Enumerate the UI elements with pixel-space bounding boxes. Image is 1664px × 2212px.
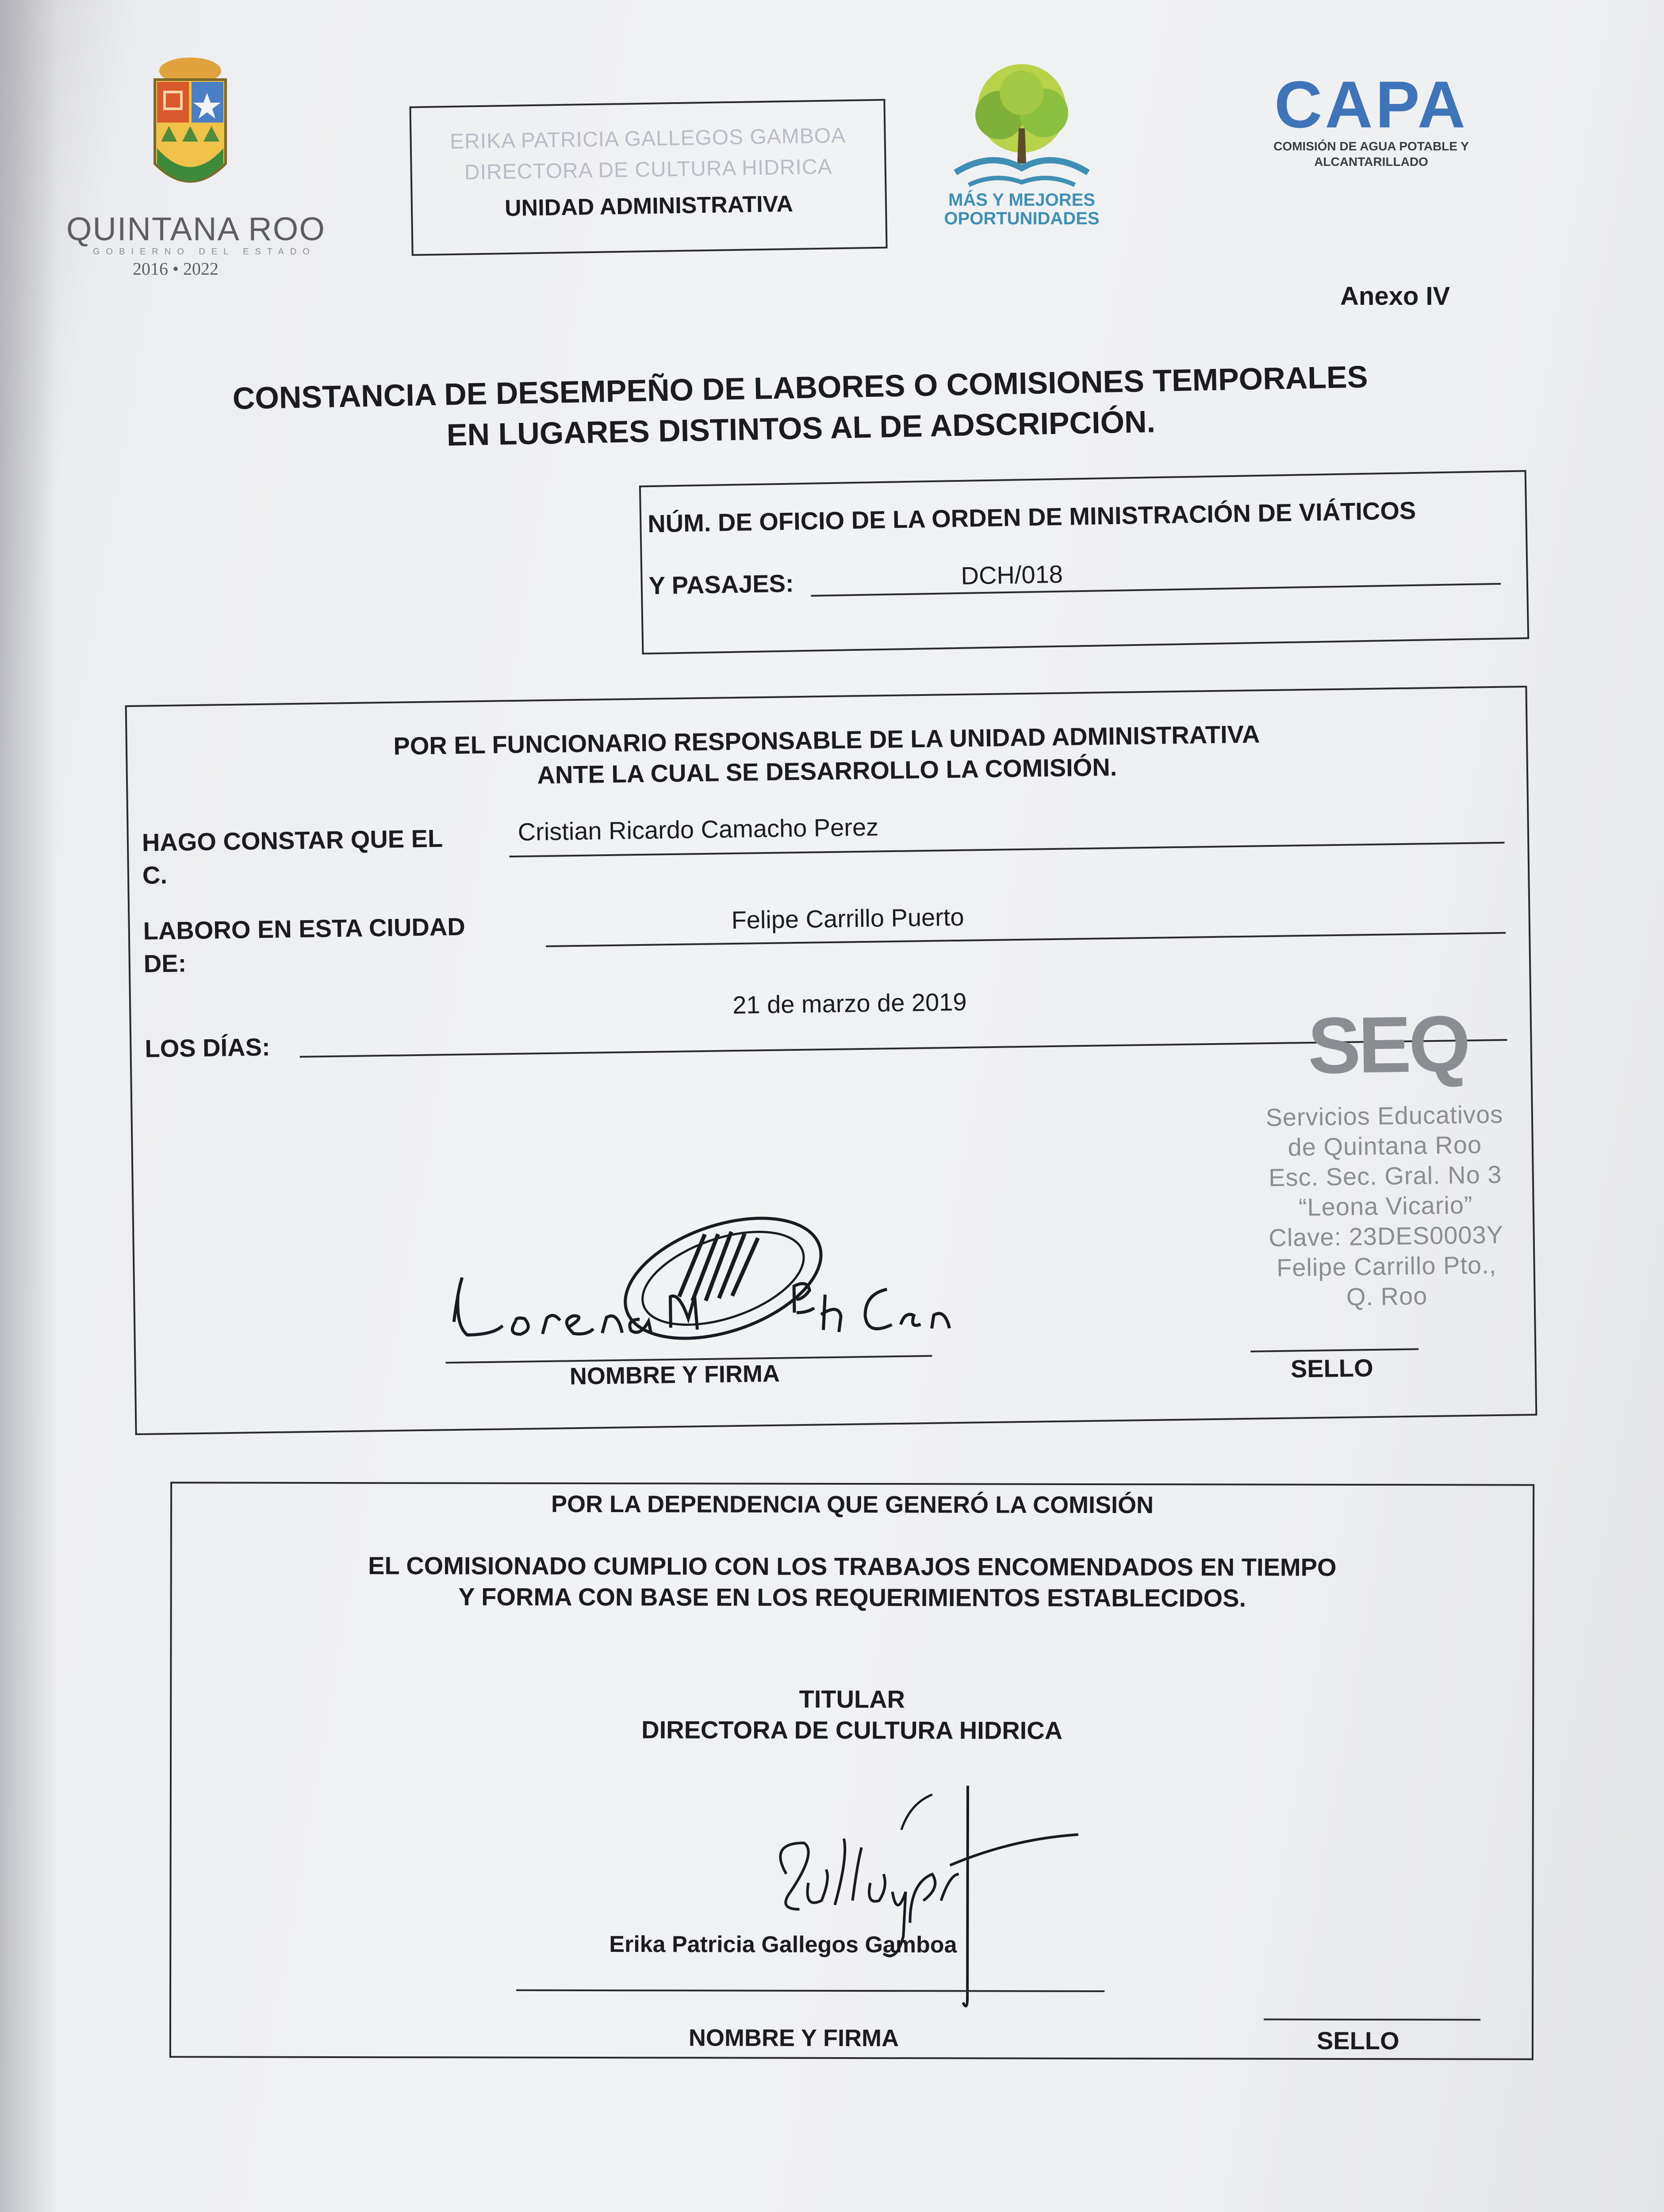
ciudad-label: LABORO EN ESTA CIUDAD DE:: [143, 912, 466, 978]
capa-logo: [1247, 66, 1495, 181]
seq-logo-text: SEQ: [1307, 999, 1469, 1091]
administrative-unit-box: [409, 99, 887, 256]
mas-mejores-line2: OPORTUNIDADES: [944, 209, 1100, 228]
titular-block: [172, 1682, 1532, 1747]
mas-mejores-line1: MÁS Y MEJORES: [948, 190, 1095, 210]
section-dependency: [169, 1482, 1534, 2060]
section-functionary: [125, 686, 1537, 1435]
signature2-label: NOMBRE Y FIRMA: [688, 2024, 899, 2052]
commissioned-name: Cristian Ricardo Camacho Perez: [518, 813, 879, 846]
dates-label: LOS DÍAS:: [145, 1033, 271, 1063]
quintana-roo-logo: [66, 53, 326, 283]
title-line-1: CONSTANCIA DE DESEMPEÑO DE LABORES O COMISIONES TEMPORALES: [232, 359, 1369, 416]
header-unit-label: UNIDAD ADMINISTRATIVA: [504, 191, 794, 222]
signature-lorena: [439, 1181, 1016, 1375]
sello1-label: SELLO: [1290, 1353, 1373, 1383]
school-stamp: Servicios Educativos de Quintana Roo Esc. Sec. Gral. No 3 “Leona Vicario” Clave: 23DES0003Y Felipe Carrillo Pto., Q. Roo: [1265, 1100, 1504, 1311]
titular-position: DIRECTORA DE CULTURA HIDRICA: [641, 1716, 1063, 1744]
section2-title: POR LA DEPENDENCIA QUE GENERÓ LA COMISIÓN: [551, 1490, 1154, 1519]
mas-mejores-logo: [929, 62, 1115, 239]
signer-name: Erika Patricia Gallegos Gamboa: [609, 1932, 957, 1958]
compliance-line-2: Y FORMA CON BASE EN LOS REQUERIMIENTOS ESTABLECIDOS.: [458, 1582, 1246, 1612]
compliance-line-1: EL COMISIONADO CUMPLIO CON LOS TRABAJOS ENCOMENDADOS EN TIEMPO: [368, 1551, 1337, 1581]
quintana-roo-years: 2016 • 2022: [133, 259, 219, 279]
section1-title: [127, 715, 1527, 796]
quintana-roo-subtitle: GOBIERNO DEL ESTADO: [93, 247, 316, 257]
quintana-roo-name: QUINTANA ROO: [66, 211, 326, 247]
titular-label: TITULAR: [799, 1685, 905, 1713]
oficio-number: DCH/018: [960, 560, 1063, 590]
header-position: DIRECTORA DE CULTURA HIDRICA: [464, 155, 832, 184]
oficio-label-1: NÚM. DE OFICIO DE LA ORDEN DE MINISTRACIÓN DE VIÁTICOS: [647, 496, 1416, 538]
oficio-underline: [811, 583, 1501, 597]
oficio-label-2: Y PASAJES:: [648, 569, 794, 600]
dates-value: 21 de marzo de 2019: [732, 987, 967, 1019]
sello2-label: SELLO: [1316, 2026, 1399, 2055]
capa-subtitle-2: ALCANTARILLADO: [1314, 155, 1428, 169]
signature-erika: [702, 1776, 1100, 2016]
capa-subtitle-1: COMISIÓN DE AGUA POTABLE Y: [1273, 139, 1469, 153]
coat-of-arms-icon: [66, 53, 314, 217]
sello2-line: [1264, 2019, 1480, 2021]
title-line-2: EN LUGARES DISTINTOS AL DE ADSCRIPCIÓN.: [446, 404, 1156, 453]
city-line: [546, 932, 1506, 947]
header-name: ERIKA PATRICIA GALLEGOS GAMBOA: [449, 123, 846, 154]
document-title: [185, 355, 1416, 460]
sello1-line: [1250, 1348, 1419, 1352]
signature1-label: NOMBRE Y FIRMA: [569, 1360, 780, 1390]
section1-title-line-1: POR EL FUNCIONARIO RESPONSABLE DE LA UNIDAD ADMINISTRATIVA: [393, 720, 1260, 760]
hago-constar-label: HAGO CONSTAR QUE EL C.: [142, 824, 443, 889]
capa-name: CAPA: [1274, 67, 1468, 142]
section1-title-line-2: ANTE LA CUAL SE DESARROLLO LA COMISIÓN.: [537, 753, 1117, 789]
city-value: Felipe Carrillo Puerto: [731, 902, 964, 934]
oficio-box: [639, 470, 1529, 655]
compliance-statement: [172, 1550, 1533, 1614]
page-edge-shadow: [0, 0, 58, 2212]
annex-label: Anexo IV: [1340, 282, 1450, 311]
tree-icon: [929, 62, 1115, 195]
